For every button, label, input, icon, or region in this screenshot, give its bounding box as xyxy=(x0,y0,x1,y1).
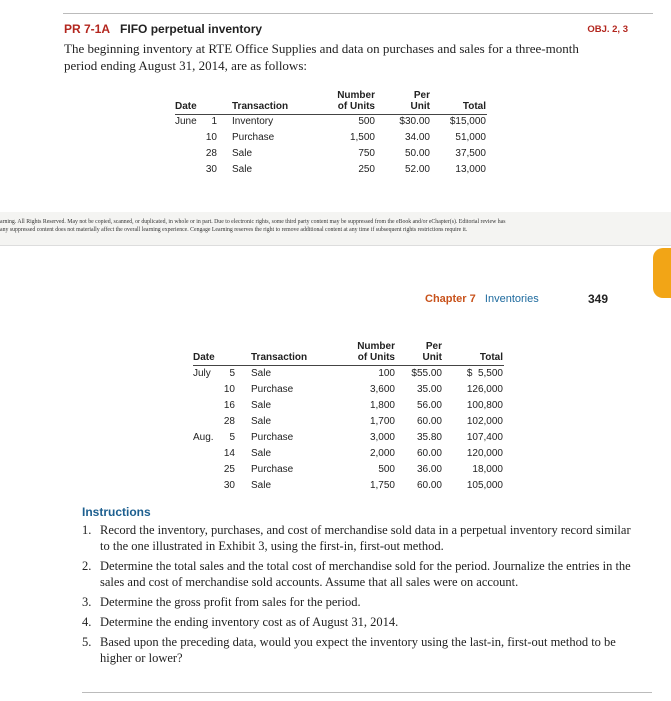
transaction-cell: Sale xyxy=(232,164,253,175)
instruction-number: 2. xyxy=(82,559,92,573)
instruction-number: 1. xyxy=(82,523,92,537)
instruction-item xyxy=(82,594,642,610)
total-cell: 102,000 xyxy=(466,416,503,427)
date-month-cell: June xyxy=(175,116,197,127)
transaction-cell: Purchase xyxy=(251,432,294,443)
units-cell: 500 xyxy=(358,116,375,127)
table-row xyxy=(0,162,671,177)
transaction-cell: Sale xyxy=(251,416,272,427)
per-unit-cell: 34.00 xyxy=(404,132,430,143)
per-unit-cell: $55.00 xyxy=(411,368,442,379)
table-row xyxy=(0,114,671,129)
col-per-header-1: Per xyxy=(413,90,430,101)
instruction-item xyxy=(82,522,642,554)
instruction-text: Determine the total sales and the total cost of merchandise sold for the period. Journalize the entries in the sales and cost of merchandise sold accounts. Assume that all sales were on account. xyxy=(100,559,631,589)
per-unit-cell: 35.00 xyxy=(416,384,442,395)
instruction-text: Determine the gross profit from sales for the period. xyxy=(100,595,361,609)
objective-tag: OBJ. 2, 3 xyxy=(587,24,628,35)
instruction-item xyxy=(82,634,642,666)
col2-units-header-2: of Units xyxy=(357,352,395,363)
units-cell: 250 xyxy=(358,164,375,175)
transaction-cell: Sale xyxy=(251,448,272,459)
col-total-header: Total xyxy=(462,101,486,112)
problem-heading xyxy=(64,22,262,36)
units-cell: 1,800 xyxy=(369,400,395,411)
transaction-cell: Sale xyxy=(232,148,253,159)
problem-code: PR 7-1A xyxy=(64,22,111,36)
total-cell: $ 5,500 xyxy=(466,368,503,379)
transaction-cell: Sale xyxy=(251,400,272,411)
units-cell: 3,000 xyxy=(369,432,395,443)
col-transaction-header: Transaction xyxy=(232,101,289,112)
date-day-cell: 25 xyxy=(223,464,235,475)
per-unit-cell: 60.00 xyxy=(416,416,442,427)
table-row xyxy=(0,366,671,381)
date-day-cell: 30 xyxy=(205,164,217,175)
table-row xyxy=(0,478,671,493)
date-day-cell: 10 xyxy=(223,384,235,395)
total-cell: 107,400 xyxy=(466,432,503,443)
transaction-cell: Purchase xyxy=(251,384,294,395)
total-cell: 13,000 xyxy=(455,164,486,175)
page-number: 349 xyxy=(588,292,609,306)
chapter-label: Chapter 7 xyxy=(425,293,476,305)
table-row xyxy=(0,130,671,145)
col-date-header: Date xyxy=(175,101,197,112)
copyright-line-1: arning. All Rights Reserved. May not be copied, scanned, or duplicated, in whole or in part. Due to electronic rights, some third party content may be suppressed from the eBook and/or eChapter(s). Editorial review has xyxy=(0,219,506,225)
transaction-cell: Purchase xyxy=(251,464,294,475)
transaction-cell: Sale xyxy=(251,368,272,379)
total-cell: 51,000 xyxy=(455,132,486,143)
date-day-cell: 28 xyxy=(205,148,217,159)
col-units-header-2: of Units xyxy=(337,101,375,112)
col2-transaction-header: Transaction xyxy=(251,352,308,363)
col-units-header-1: Number xyxy=(337,90,375,101)
units-cell: 1,750 xyxy=(369,480,395,491)
date-day-cell: 5 xyxy=(229,368,235,379)
table-row xyxy=(0,414,671,429)
problem-intro: The beginning inventory at RTE Office Supplies and data on purchases and sales for a three-month period ending August 31, 2014, are as follows: xyxy=(64,41,579,73)
total-cell: 18,000 xyxy=(472,464,503,475)
copyright-note xyxy=(0,218,671,234)
per-unit-cell: 35.80 xyxy=(416,432,442,443)
problem-title: FIFO perpetual inventory xyxy=(120,22,263,36)
instruction-number: 4. xyxy=(82,615,92,629)
top-rule xyxy=(63,13,653,14)
instructions-list xyxy=(82,522,642,670)
date-day-cell: 5 xyxy=(229,432,235,443)
date-day-cell: 28 xyxy=(223,416,235,427)
col2-units-header-1: Number xyxy=(357,341,395,352)
col2-date-header: Date xyxy=(193,352,215,363)
per-unit-cell: 60.00 xyxy=(416,480,442,491)
per-unit-cell: 36.00 xyxy=(416,464,442,475)
instruction-item xyxy=(82,558,642,590)
instruction-number: 3. xyxy=(82,595,92,609)
date-month-cell: July xyxy=(193,368,211,379)
table-row xyxy=(0,446,671,461)
col2-per-header-2: Unit xyxy=(422,352,442,363)
table-row xyxy=(0,462,671,477)
total-cell: $15,000 xyxy=(449,116,486,127)
units-cell: 3,600 xyxy=(369,384,395,395)
instruction-number: 5. xyxy=(82,635,92,649)
per-unit-cell: 56.00 xyxy=(416,400,442,411)
table-row xyxy=(0,430,671,445)
col2-total-header: Total xyxy=(479,352,503,363)
date-day-cell: 10 xyxy=(205,132,217,143)
units-cell: 500 xyxy=(378,464,395,475)
units-cell: 750 xyxy=(358,148,375,159)
total-cell: 105,000 xyxy=(466,480,503,491)
per-unit-cell: 52.00 xyxy=(404,164,430,175)
table-header xyxy=(0,99,671,114)
total-cell: 37,500 xyxy=(455,148,486,159)
copyright-line-2: any suppressed content does not materially affect the overall learning experience. Cengage Learning reserves the right to remove additional content at any time if subsequent rights restrictions require it. xyxy=(0,227,468,233)
transaction-cell: Sale xyxy=(251,480,272,491)
date-day-cell: 30 xyxy=(223,480,235,491)
bottom-rule xyxy=(82,692,652,693)
total-cell: 126,000 xyxy=(466,384,503,395)
date-month-cell: Aug. xyxy=(193,432,214,443)
per-unit-cell: 50.00 xyxy=(404,148,430,159)
units-cell: 2,000 xyxy=(369,448,395,459)
table-row xyxy=(0,146,671,161)
per-unit-cell: 60.00 xyxy=(416,448,442,459)
total-cell: 100,800 xyxy=(466,400,503,411)
instruction-text: Record the inventory, purchases, and cost of merchandise sold data in a perpetual inventory record similar to the one illustrated in Exhibit 3, using the first-in, first-out method. xyxy=(100,523,631,553)
units-cell: 1,700 xyxy=(369,416,395,427)
col-per-header-2: Unit xyxy=(410,101,430,112)
units-cell: 1,500 xyxy=(349,132,375,143)
total-cell: 120,000 xyxy=(466,448,503,459)
transaction-cell: Purchase xyxy=(232,132,275,143)
transaction-cell: Inventory xyxy=(232,116,274,127)
instructions-heading: Instructions xyxy=(82,505,151,519)
table-row xyxy=(0,398,671,413)
date-day-cell: 14 xyxy=(223,448,235,459)
date-day-cell: 1 xyxy=(211,116,217,127)
col2-per-header-1: Per xyxy=(425,341,442,352)
date-day-cell: 16 xyxy=(223,400,235,411)
table-row xyxy=(0,382,671,397)
per-unit-cell: $30.00 xyxy=(399,116,430,127)
instruction-item xyxy=(82,614,642,630)
running-head xyxy=(425,293,539,305)
chapter-name: Inventories xyxy=(484,293,539,305)
chapter-tab xyxy=(653,248,671,298)
instruction-text: Determine the ending inventory cost as of August 31, 2014. xyxy=(100,615,399,629)
units-cell: 100 xyxy=(378,368,395,379)
instruction-text: Based upon the preceding data, would you expect the inventory using the last-in, first-out method to be higher or lower? xyxy=(100,635,616,665)
table2-header xyxy=(0,350,671,365)
